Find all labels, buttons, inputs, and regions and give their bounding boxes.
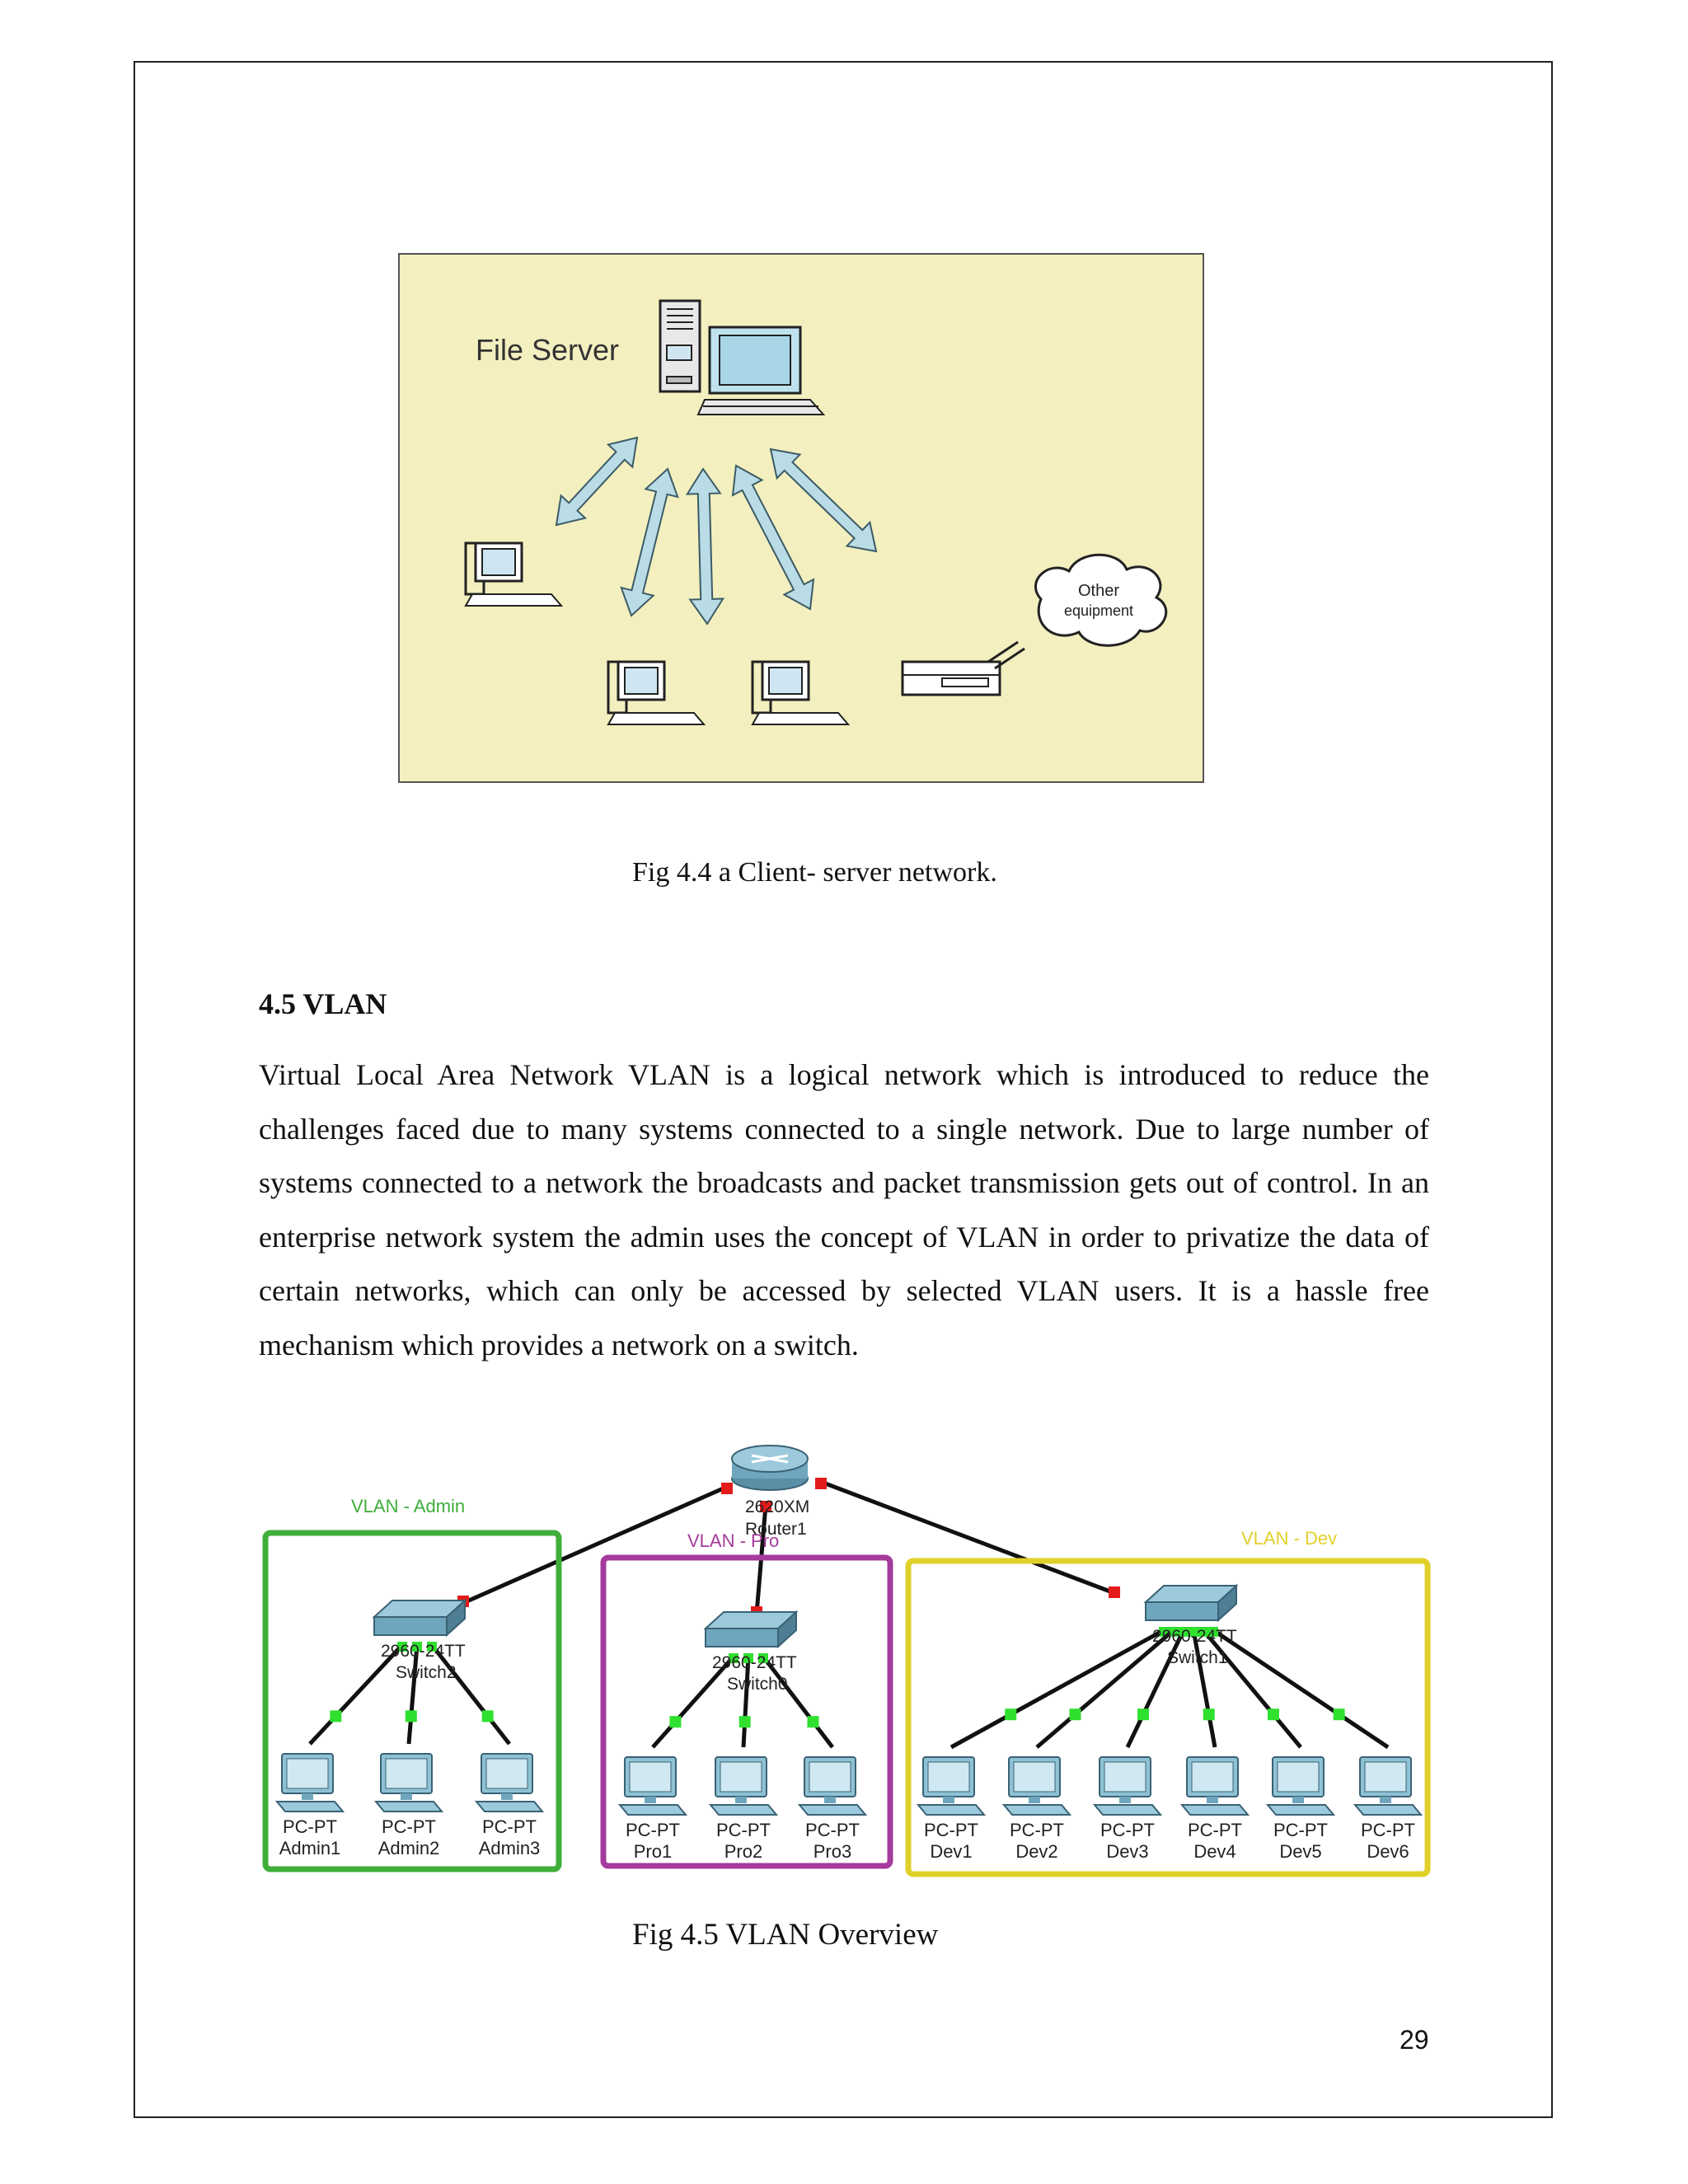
link-status-dot bbox=[739, 1716, 751, 1727]
cloud-icon bbox=[1035, 555, 1165, 645]
link-status-dot bbox=[815, 1478, 827, 1489]
switch-icon bbox=[374, 1601, 465, 1635]
pc-icon bbox=[376, 1754, 442, 1811]
pc-type-label: PC-PT bbox=[805, 1820, 860, 1840]
link-status-dot bbox=[1005, 1708, 1016, 1720]
pc-name-label: Admin3 bbox=[478, 1838, 541, 1858]
pc-type-label: PC-PT bbox=[382, 1816, 436, 1837]
link-status-dot bbox=[721, 1483, 733, 1494]
link-status-dot bbox=[1334, 1708, 1345, 1720]
section-paragraph: Virtual Local Area Network VLAN is a logical network which is introduced to reduce the challenges faced due to many systems connected to a single network. Due to large number of systems connected to a network the broadcasts and packet transmission gets out of control. In an enterprise network system the admin uses the concept of VLAN in order to privatize the data of certain networks, which can only be accessed by selected VLAN users. It is a hassle free mechanism which provides a network on a switch. bbox=[259, 1058, 1429, 1361]
pc-icon bbox=[918, 1757, 984, 1815]
pc-type-label: PC-PT bbox=[716, 1820, 771, 1840]
pc-icon bbox=[277, 1754, 343, 1811]
switch-name-label: Switch0 bbox=[727, 1675, 788, 1694]
pc-type-label: PC-PT bbox=[283, 1816, 337, 1837]
cloud-label-line2: equipment bbox=[1063, 602, 1134, 619]
pc-icon bbox=[1268, 1757, 1334, 1815]
section-heading: 4.5 VLAN bbox=[259, 987, 387, 1020]
pc-icon bbox=[476, 1754, 542, 1811]
switch-icon bbox=[1146, 1586, 1236, 1620]
router-icon bbox=[732, 1446, 808, 1490]
switch-name-label: Switch1 bbox=[1167, 1648, 1228, 1667]
cloud-label-line1: Other bbox=[1077, 582, 1120, 600]
pc-type-label: PC-PT bbox=[1273, 1820, 1328, 1840]
link-status-dot bbox=[1268, 1708, 1279, 1720]
pc-name-label: Dev5 bbox=[1279, 1841, 1322, 1862]
client-server-figure bbox=[398, 253, 1204, 783]
pc-type-label: PC-PT bbox=[626, 1820, 680, 1840]
pc-type-label: PC-PT bbox=[1010, 1820, 1064, 1840]
vlan-label: VLAN - Admin bbox=[351, 1496, 466, 1516]
pc-type-label: PC-PT bbox=[1188, 1820, 1242, 1840]
vlan-label: VLAN - Dev bbox=[1241, 1528, 1338, 1549]
pc-name-label: Pro2 bbox=[724, 1841, 763, 1862]
switch-model-label: 2960-24TT bbox=[381, 1642, 466, 1661]
pc-icon bbox=[1004, 1757, 1070, 1815]
link-status-dot bbox=[406, 1710, 417, 1722]
link-status-dot bbox=[807, 1716, 818, 1727]
page-number: 29 bbox=[1400, 2025, 1429, 2055]
pc-icon bbox=[1095, 1757, 1160, 1815]
pc-name-label: Admin1 bbox=[279, 1838, 341, 1858]
pc-name-label: Admin2 bbox=[377, 1838, 440, 1858]
pc-name-label: Dev2 bbox=[1015, 1841, 1058, 1862]
pc-icon bbox=[710, 1757, 776, 1815]
link-status-dot bbox=[330, 1710, 341, 1722]
switch-icon bbox=[706, 1612, 796, 1647]
pc-name-label: Dev6 bbox=[1367, 1841, 1409, 1862]
pc-icon bbox=[620, 1757, 686, 1815]
pc-name-label: Pro3 bbox=[813, 1841, 852, 1862]
switch-name-label: Switch2 bbox=[396, 1663, 457, 1682]
switch-pc-link bbox=[1213, 1630, 1388, 1747]
pc-name-label: Dev4 bbox=[1193, 1841, 1236, 1862]
pc-icon bbox=[799, 1757, 865, 1815]
link-status-dot bbox=[1069, 1708, 1081, 1720]
pc-type-label: PC-PT bbox=[1361, 1820, 1415, 1840]
vlan-label: VLAN - Pro bbox=[687, 1530, 780, 1551]
pc-type-label: PC-PT bbox=[1100, 1820, 1155, 1840]
vlan-figure bbox=[260, 1426, 1434, 1887]
link-status-dot bbox=[1109, 1586, 1120, 1598]
pc-icon bbox=[1355, 1757, 1421, 1815]
pc-name-label: Dev1 bbox=[930, 1841, 973, 1862]
router-model-label: 2620XM bbox=[745, 1497, 810, 1516]
figure-caption-4-4: Fig 4.4 a Client- server network. bbox=[632, 857, 997, 888]
pc-type-label: PC-PT bbox=[924, 1820, 978, 1840]
switch-model-label: 2960-24TT bbox=[712, 1653, 797, 1672]
figure-caption-4-5: Fig 4.5 VLAN Overview bbox=[632, 1918, 939, 1952]
link-status-dot bbox=[482, 1710, 494, 1722]
pc-type-label: PC-PT bbox=[482, 1816, 537, 1837]
router-name-label: Router1 bbox=[745, 1520, 807, 1539]
file-server-label: File Server bbox=[476, 333, 620, 367]
link-status-dot bbox=[1203, 1708, 1215, 1720]
pc-name-label: Dev3 bbox=[1106, 1841, 1149, 1862]
switch-model-label: 2960-24TT bbox=[1152, 1627, 1237, 1646]
pc-icon bbox=[1182, 1757, 1248, 1815]
link-status-dot bbox=[1137, 1708, 1149, 1720]
router-switch-link bbox=[821, 1482, 1114, 1593]
pc-name-label: Pro1 bbox=[633, 1841, 673, 1862]
link-status-dot bbox=[669, 1716, 681, 1727]
